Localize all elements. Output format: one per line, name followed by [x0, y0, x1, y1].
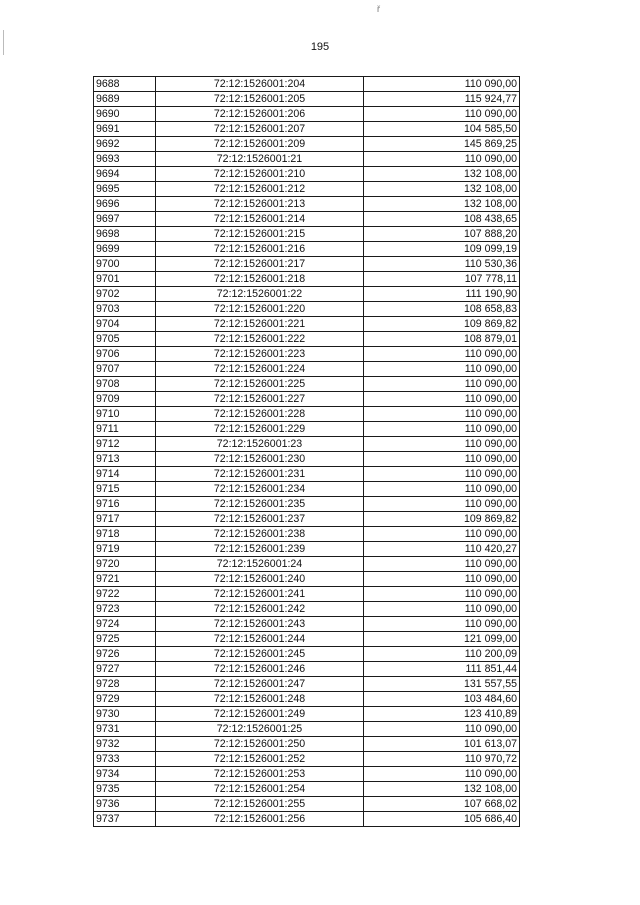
row-number: 9698 — [94, 227, 156, 242]
row-number: 9694 — [94, 167, 156, 182]
cadastral-number: 72:12:1526001:227 — [156, 392, 364, 407]
cadastral-number: 72:12:1526001:247 — [156, 677, 364, 692]
table-row — [94, 677, 520, 692]
cadastral-number: 72:12:1526001:225 — [156, 377, 364, 392]
table-row — [94, 257, 520, 272]
cadastral-value: 121 099,00 — [364, 632, 520, 647]
cadastral-value: 110 090,00 — [364, 437, 520, 452]
cadastral-number: 72:12:1526001:220 — [156, 302, 364, 317]
table-row — [94, 347, 520, 362]
cadastral-number: 72:12:1526001:256 — [156, 812, 364, 827]
row-number: 9720 — [94, 557, 156, 572]
cadastral-value: 107 778,11 — [364, 272, 520, 287]
table-row — [94, 752, 520, 767]
cadastral-number: 72:12:1526001:254 — [156, 782, 364, 797]
row-number: 9723 — [94, 602, 156, 617]
cadastral-value: 145 869,25 — [364, 137, 520, 152]
cadastral-value: 110 090,00 — [364, 377, 520, 392]
cadastral-number: 72:12:1526001:221 — [156, 317, 364, 332]
cadastral-value: 110 090,00 — [364, 557, 520, 572]
cadastral-value: 110 090,00 — [364, 482, 520, 497]
table-row — [94, 527, 520, 542]
row-number: 9704 — [94, 317, 156, 332]
table-row — [94, 662, 520, 677]
cadastral-number: 72:12:1526001:23 — [156, 437, 364, 452]
row-number: 9691 — [94, 122, 156, 137]
cadastral-table — [93, 76, 520, 827]
cadastral-value: 110 970,72 — [364, 752, 520, 767]
cadastral-value: 110 200,09 — [364, 647, 520, 662]
cadastral-number: 72:12:1526001:230 — [156, 452, 364, 467]
cadastral-number: 72:12:1526001:250 — [156, 737, 364, 752]
row-number: 9701 — [94, 272, 156, 287]
cadastral-number: 72:12:1526001:246 — [156, 662, 364, 677]
row-number: 9718 — [94, 527, 156, 542]
table-row — [94, 287, 520, 302]
cadastral-value: 110 090,00 — [364, 407, 520, 422]
table-row — [94, 617, 520, 632]
cadastral-number: 72:12:1526001:213 — [156, 197, 364, 212]
table-row — [94, 452, 520, 467]
cadastral-value: 110 090,00 — [364, 392, 520, 407]
table-row — [94, 467, 520, 482]
row-number: 9729 — [94, 692, 156, 707]
table-row — [94, 767, 520, 782]
row-number: 9690 — [94, 107, 156, 122]
row-number: 9730 — [94, 707, 156, 722]
row-number: 9731 — [94, 722, 156, 737]
cadastral-value: 110 090,00 — [364, 617, 520, 632]
row-number: 9696 — [94, 197, 156, 212]
cadastral-value: 110 090,00 — [364, 587, 520, 602]
cadastral-number: 72:12:1526001:249 — [156, 707, 364, 722]
cadastral-value: 110 090,00 — [364, 452, 520, 467]
table-body — [94, 77, 520, 827]
table-row — [94, 362, 520, 377]
cadastral-number: 72:12:1526001:21 — [156, 152, 364, 167]
row-number: 9703 — [94, 302, 156, 317]
row-number: 9712 — [94, 437, 156, 452]
row-number: 9732 — [94, 737, 156, 752]
cadastral-value: 123 410,89 — [364, 707, 520, 722]
cadastral-number: 72:12:1526001:22 — [156, 287, 364, 302]
table-row — [94, 107, 520, 122]
table-row — [94, 302, 520, 317]
cadastral-number: 72:12:1526001:253 — [156, 767, 364, 782]
cadastral-value: 107 888,20 — [364, 227, 520, 242]
table-row — [94, 692, 520, 707]
table-row — [94, 422, 520, 437]
cadastral-value: 110 090,00 — [364, 722, 520, 737]
cadastral-number: 72:12:1526001:228 — [156, 407, 364, 422]
cadastral-value: 111 851,44 — [364, 662, 520, 677]
row-number: 9706 — [94, 347, 156, 362]
table-row — [94, 182, 520, 197]
cadastral-value: 109 869,82 — [364, 512, 520, 527]
cadastral-value: 110 090,00 — [364, 107, 520, 122]
table-row — [94, 632, 520, 647]
row-number: 9719 — [94, 542, 156, 557]
cadastral-number: 72:12:1526001:224 — [156, 362, 364, 377]
cadastral-number: 72:12:1526001:217 — [156, 257, 364, 272]
row-number: 9692 — [94, 137, 156, 152]
row-number: 9699 — [94, 242, 156, 257]
table-row — [94, 197, 520, 212]
row-number: 9711 — [94, 422, 156, 437]
cadastral-value: 110 090,00 — [364, 347, 520, 362]
row-number: 9721 — [94, 572, 156, 587]
cadastral-value: 108 438,65 — [364, 212, 520, 227]
cadastral-number: 72:12:1526001:252 — [156, 752, 364, 767]
cadastral-value: 110 090,00 — [364, 152, 520, 167]
row-number: 9736 — [94, 797, 156, 812]
row-number: 9708 — [94, 377, 156, 392]
table-row — [94, 392, 520, 407]
table-row — [94, 377, 520, 392]
row-number: 9709 — [94, 392, 156, 407]
row-number: 9714 — [94, 467, 156, 482]
table-row — [94, 737, 520, 752]
cadastral-value: 110 090,00 — [364, 467, 520, 482]
cadastral-value: 132 108,00 — [364, 782, 520, 797]
cadastral-value: 105 686,40 — [364, 812, 520, 827]
cadastral-value: 101 613,07 — [364, 737, 520, 752]
cadastral-value: 131 557,55 — [364, 677, 520, 692]
cadastral-number: 72:12:1526001:216 — [156, 242, 364, 257]
cadastral-number: 72:12:1526001:255 — [156, 797, 364, 812]
row-number: 9688 — [94, 77, 156, 92]
row-number: 9716 — [94, 497, 156, 512]
cadastral-number: 72:12:1526001:242 — [156, 602, 364, 617]
cadastral-value: 110 090,00 — [364, 422, 520, 437]
row-number: 9700 — [94, 257, 156, 272]
row-number: 9693 — [94, 152, 156, 167]
cadastral-number: 72:12:1526001:24 — [156, 557, 364, 572]
table-row — [94, 437, 520, 452]
table-row — [94, 647, 520, 662]
table-row — [94, 722, 520, 737]
row-number: 9715 — [94, 482, 156, 497]
table-row — [94, 812, 520, 827]
cadastral-number: 72:12:1526001:248 — [156, 692, 364, 707]
row-number: 9689 — [94, 92, 156, 107]
cadastral-value: 104 585,50 — [364, 122, 520, 137]
row-number: 9697 — [94, 212, 156, 227]
row-number: 9726 — [94, 647, 156, 662]
table-row — [94, 512, 520, 527]
row-number: 9728 — [94, 677, 156, 692]
table-row — [94, 137, 520, 152]
cadastral-number: 72:12:1526001:239 — [156, 542, 364, 557]
cadastral-value: 103 484,60 — [364, 692, 520, 707]
table-row — [94, 272, 520, 287]
table-row — [94, 212, 520, 227]
row-number: 9705 — [94, 332, 156, 347]
cadastral-number: 72:12:1526001:204 — [156, 77, 364, 92]
cadastral-number: 72:12:1526001:240 — [156, 572, 364, 587]
row-number: 9702 — [94, 287, 156, 302]
table-row — [94, 407, 520, 422]
table-row — [94, 602, 520, 617]
table-row — [94, 797, 520, 812]
cadastral-value: 132 108,00 — [364, 197, 520, 212]
cadastral-value: 108 658,83 — [364, 302, 520, 317]
cadastral-number: 72:12:1526001:241 — [156, 587, 364, 602]
row-number: 9713 — [94, 452, 156, 467]
cadastral-number: 72:12:1526001:218 — [156, 272, 364, 287]
cadastral-number: 72:12:1526001:245 — [156, 647, 364, 662]
cadastral-number: 72:12:1526001:222 — [156, 332, 364, 347]
cadastral-number: 72:12:1526001:243 — [156, 617, 364, 632]
table-row — [94, 242, 520, 257]
table-row — [94, 557, 520, 572]
cadastral-value: 110 090,00 — [364, 767, 520, 782]
table-row — [94, 227, 520, 242]
row-number: 9710 — [94, 407, 156, 422]
table-row — [94, 152, 520, 167]
table-row — [94, 587, 520, 602]
cadastral-number: 72:12:1526001:210 — [156, 167, 364, 182]
cadastral-value: 110 090,00 — [364, 572, 520, 587]
row-number: 9727 — [94, 662, 156, 677]
cadastral-number: 72:12:1526001:223 — [156, 347, 364, 362]
cadastral-number: 72:12:1526001:25 — [156, 722, 364, 737]
row-number: 9725 — [94, 632, 156, 647]
cadastral-value: 109 869,82 — [364, 317, 520, 332]
scan-mark: ř — [377, 4, 380, 14]
cadastral-value: 132 108,00 — [364, 182, 520, 197]
cadastral-number: 72:12:1526001:244 — [156, 632, 364, 647]
row-number: 9733 — [94, 752, 156, 767]
cadastral-value: 110 090,00 — [364, 527, 520, 542]
cadastral-number: 72:12:1526001:207 — [156, 122, 364, 137]
row-number: 9735 — [94, 782, 156, 797]
table-row — [94, 482, 520, 497]
cadastral-number: 72:12:1526001:209 — [156, 137, 364, 152]
cadastral-value: 110 090,00 — [364, 362, 520, 377]
cadastral-number: 72:12:1526001:205 — [156, 92, 364, 107]
table-row — [94, 122, 520, 137]
table-row — [94, 497, 520, 512]
cadastral-value: 110 530,36 — [364, 257, 520, 272]
cadastral-value: 111 190,90 — [364, 287, 520, 302]
table-row — [94, 332, 520, 347]
cadastral-number: 72:12:1526001:235 — [156, 497, 364, 512]
table-row — [94, 92, 520, 107]
row-number: 9737 — [94, 812, 156, 827]
table-row — [94, 77, 520, 92]
row-number: 9722 — [94, 587, 156, 602]
cadastral-number: 72:12:1526001:229 — [156, 422, 364, 437]
cadastral-value: 115 924,77 — [364, 92, 520, 107]
row-number: 9717 — [94, 512, 156, 527]
row-number: 9734 — [94, 767, 156, 782]
table-row — [94, 167, 520, 182]
page-number: 195 — [310, 41, 330, 53]
cadastral-value: 110 090,00 — [364, 77, 520, 92]
cadastral-number: 72:12:1526001:212 — [156, 182, 364, 197]
cadastral-value: 110 090,00 — [364, 602, 520, 617]
row-number: 9724 — [94, 617, 156, 632]
cadastral-number: 72:12:1526001:214 — [156, 212, 364, 227]
cadastral-value: 108 879,01 — [364, 332, 520, 347]
table-row — [94, 707, 520, 722]
cadastral-number: 72:12:1526001:238 — [156, 527, 364, 542]
table-row — [94, 572, 520, 587]
cadastral-value: 107 668,02 — [364, 797, 520, 812]
cadastral-number: 72:12:1526001:234 — [156, 482, 364, 497]
cadastral-value: 110 420,27 — [364, 542, 520, 557]
cadastral-number: 72:12:1526001:231 — [156, 467, 364, 482]
cadastral-number: 72:12:1526001:237 — [156, 512, 364, 527]
table-row — [94, 542, 520, 557]
row-number: 9707 — [94, 362, 156, 377]
row-number: 9695 — [94, 182, 156, 197]
table-row — [94, 317, 520, 332]
cadastral-value: 109 099,19 — [364, 242, 520, 257]
cadastral-number: 72:12:1526001:206 — [156, 107, 364, 122]
table-row — [94, 782, 520, 797]
cadastral-value: 132 108,00 — [364, 167, 520, 182]
cadastral-value: 110 090,00 — [364, 497, 520, 512]
cadastral-number: 72:12:1526001:215 — [156, 227, 364, 242]
